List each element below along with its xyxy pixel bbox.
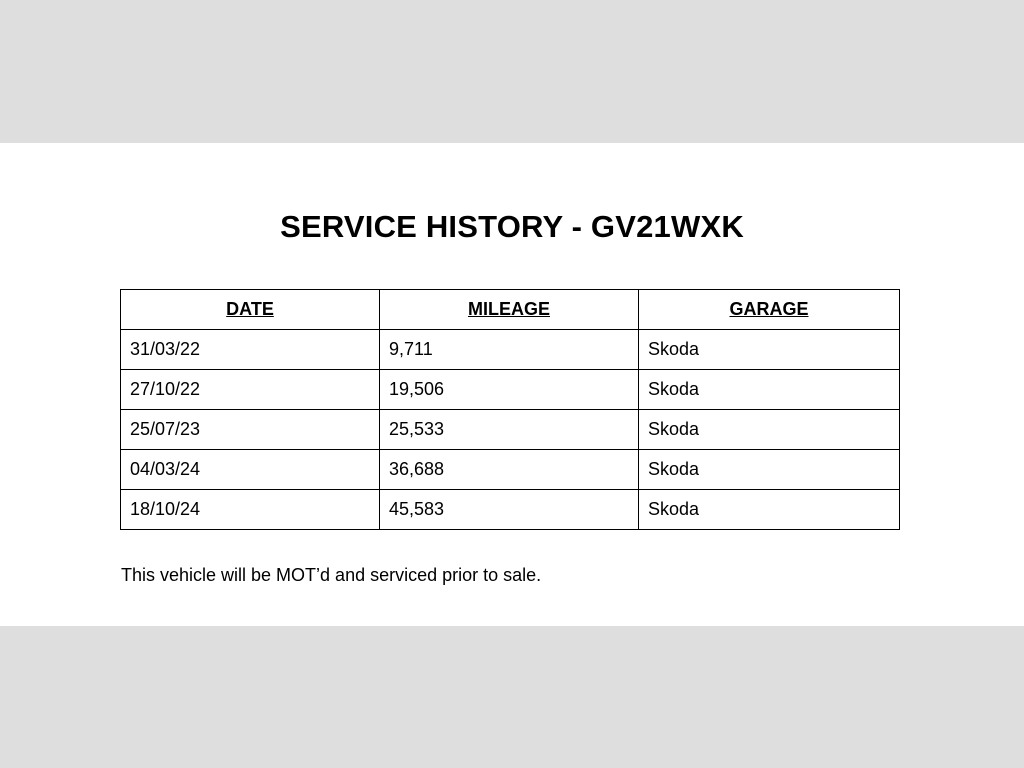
table-row: [121, 330, 900, 370]
page-title: SERVICE HISTORY - GV21WXK: [280, 209, 744, 244]
date-cell: 27/10/22: [121, 370, 380, 410]
mileage-cell: 36,688: [380, 450, 639, 490]
table-header-row: [121, 290, 900, 330]
date-cell: 25/07/23: [121, 410, 380, 450]
garage-cell: Skoda: [639, 490, 900, 530]
date-cell: 18/10/24: [121, 490, 380, 530]
column-header-garage: GARAGE: [639, 290, 900, 330]
mileage-cell: 45,583: [380, 490, 639, 530]
table-row: [121, 410, 900, 450]
date-cell: 31/03/22: [121, 330, 380, 370]
table-row: [121, 370, 900, 410]
mileage-cell: 25,533: [380, 410, 639, 450]
mileage-cell: 9,711: [380, 330, 639, 370]
garage-cell: Skoda: [639, 410, 900, 450]
garage-cell: Skoda: [639, 370, 900, 410]
service-history-table: [120, 289, 900, 530]
document-page: [0, 143, 1024, 626]
garage-cell: Skoda: [639, 330, 900, 370]
table-row: [121, 490, 900, 530]
date-cell: 04/03/24: [121, 450, 380, 490]
garage-cell: Skoda: [639, 450, 900, 490]
table-row: [121, 450, 900, 490]
mileage-cell: 19,506: [380, 370, 639, 410]
column-header-mileage: MILEAGE: [380, 290, 639, 330]
sale-note: This vehicle will be MOT’d and serviced prior to sale.: [121, 565, 542, 585]
column-header-date: DATE: [121, 290, 380, 330]
